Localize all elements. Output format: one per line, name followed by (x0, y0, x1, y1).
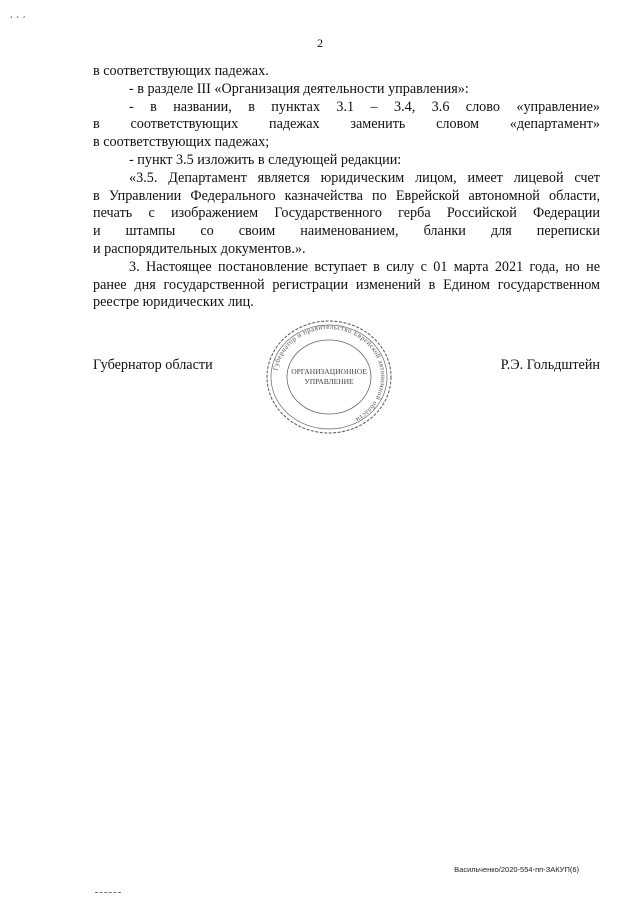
text-line: в соответствующих падежах; (93, 134, 270, 151)
text-line: и распорядительных документов.». (93, 240, 306, 257)
text-line: печать с изображением Государственного герба Российской Федерации (93, 205, 600, 222)
scan-corner-marks: ˎ ˎ ˏ (10, 8, 26, 19)
document-body (93, 63, 600, 312)
document-reference-code: Васильченко/2020-554-пп-ЗАКУП(6) (454, 865, 579, 874)
text-line: 3. Настоящее постановление вступает в силу с 01 марта 2021 года, но не (129, 258, 600, 275)
text-line: и штампы со своим наименованием, бланки для переписки (93, 223, 600, 240)
text-line: ранее дня государственной регистрации изменений в Едином государственном (93, 276, 600, 293)
text-line: «3.5. Департамент является юридическим лицом, имеет лицевой счет (129, 169, 600, 186)
text-line: - в разделе III «Организация деятельности управления»: (129, 80, 469, 97)
stamp-ring-text: Губернатор и правительство Еврейской автономной области (271, 322, 388, 424)
text-line: в Управлении Федерального казначейства по Еврейской автономной области, (93, 187, 600, 204)
official-stamp (263, 318, 395, 436)
signatory-title: Губернатор области (93, 357, 213, 373)
stamp-center-line1: ОРГАНИЗАЦИОННОЕ (291, 367, 367, 376)
text-line: - в названии, в пунктах 3.1 – 3.4, 3.6 слово «управление» (129, 98, 600, 115)
text-line: в соответствующих падежах заменить словом «департамент» (93, 116, 600, 133)
scan-edge-mark (95, 892, 121, 894)
text-line: в соответствующих падежах. (93, 63, 269, 79)
stamp-center-line2: УПРАВЛЕНИЕ (304, 377, 354, 386)
page-number: 2 (317, 36, 323, 50)
stamp-seal-icon (263, 318, 395, 436)
text-line: - пункт 3.5 изложить в следующей редакции: (129, 151, 402, 168)
text-line: реестре юридических лиц. (93, 294, 254, 311)
signatory-name: Р.Э. Гольдштейн (500, 357, 600, 373)
